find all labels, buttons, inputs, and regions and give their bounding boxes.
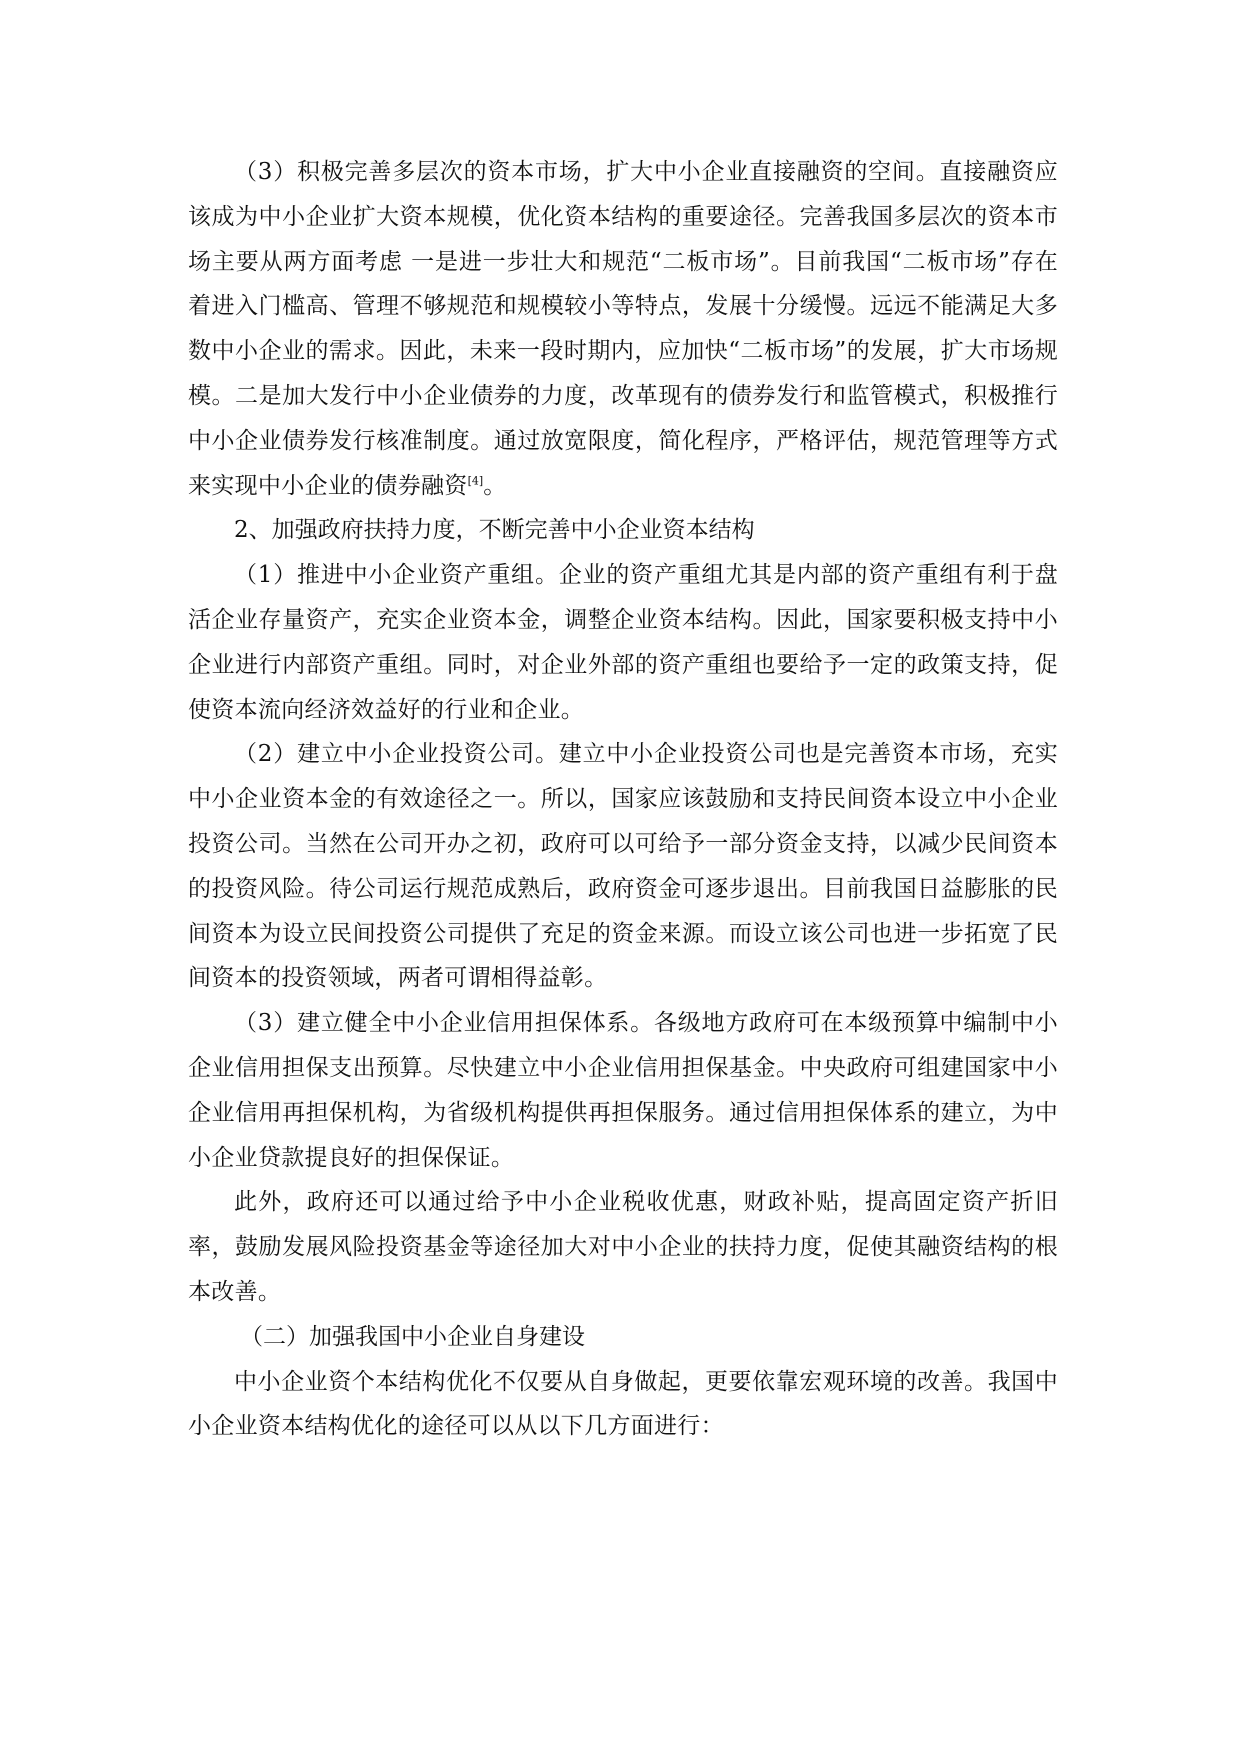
paragraph-optimization-paths: 中小企业资个本结构优化不仅要从自身做起，更要依靠宏观环境的改善。我国中小企业资本结构优化的途径可以从以下几方面进行：: [188, 1368, 1058, 1440]
paragraph-asset-restructuring: （1）推进中小企业资产重组。企业的资产重组尤其是内部的资产重组有利于盘活企业存量资产，充实企业资本金，调整企业资本结构。因此，国家要积极支持中小企业进行内部资产重组。同时，对企业外部的资产重组也要给予一定的政策支持，促使资本流向经济效益好的行业和企业。: [188, 562, 1058, 723]
section-heading-self-construction: （二）加强我国中小企业自身建设: [240, 1323, 585, 1350]
section-heading-government-support: 2、加强政府扶持力度，不断完善中小企业资本结构: [234, 517, 755, 544]
paragraph-text: （3）积极完善多层次的资本市场，扩大中小企业直接融资的空间。直接融资应该成为中小企业扩大资本规模，优化资本结构的重要途径。完善我国多层次的资本市场主要从两方面考虑 一是进一步壮大和规范“二板市场”。目前我国“二板市场”存在着进入门槛高、管理不够规范和规模较小等特点，发展十分缓慢。远远不能满足大多数中小企业的需求。因此，未来一段时期内，应加快“二板市场”的发展，扩大市场规模。二是加大发行中小企业债券的力度，改革现有的债券发行和监管模式，积极推行中小企业债券发行核准制度。通过放宽限度，简化程序，严格评估，规范管理等方式来实现中小企业的债券融资: [188, 159, 1058, 499]
paragraph-additional-measures: 此外，政府还可以通过给予中小企业税收优惠，财政补贴，提高固定资产折旧率，鼓励发展风险投资基金等途径加大对中小企业的扶持力度，促使其融资结构的根本改善。: [188, 1189, 1058, 1305]
paragraph-tail: 。: [483, 472, 507, 499]
citation-marker: [4]: [467, 473, 484, 487]
paragraph-capital-market: [188, 150, 1058, 508]
paragraph-investment-company: （2）建立中小企业投资公司。建立中小企业投资公司也是完善资本市场，充实中小企业资本金的有效途径之一。所以，国家应该鼓励和支持民间资本设立中小企业投资公司。当然在公司开办之初，政府可以可给予一部分资金支持，以减少民间资本的投资风险。待公司运行规范成熟后，政府资金可逐步退出。目前我国日益膨胀的民间资本为设立民间投资公司提供了充足的资金来源。而设立该公司也进一步拓宽了民间资本的投资领域，两者可谓相得益彰。: [188, 741, 1058, 992]
document-body: [188, 150, 1058, 1449]
paragraph-credit-guarantee: （3）建立健全中小企业信用担保体系。各级地方政府可在本级预算中编制中小企业信用担保支出预算。尽快建立中小企业信用担保基金。中央政府可组建国家中小企业信用再担保机构，为省级机构提供再担保服务。通过信用担保体系的建立，为中小企业贷款提良好的担保保证。: [188, 1010, 1058, 1171]
